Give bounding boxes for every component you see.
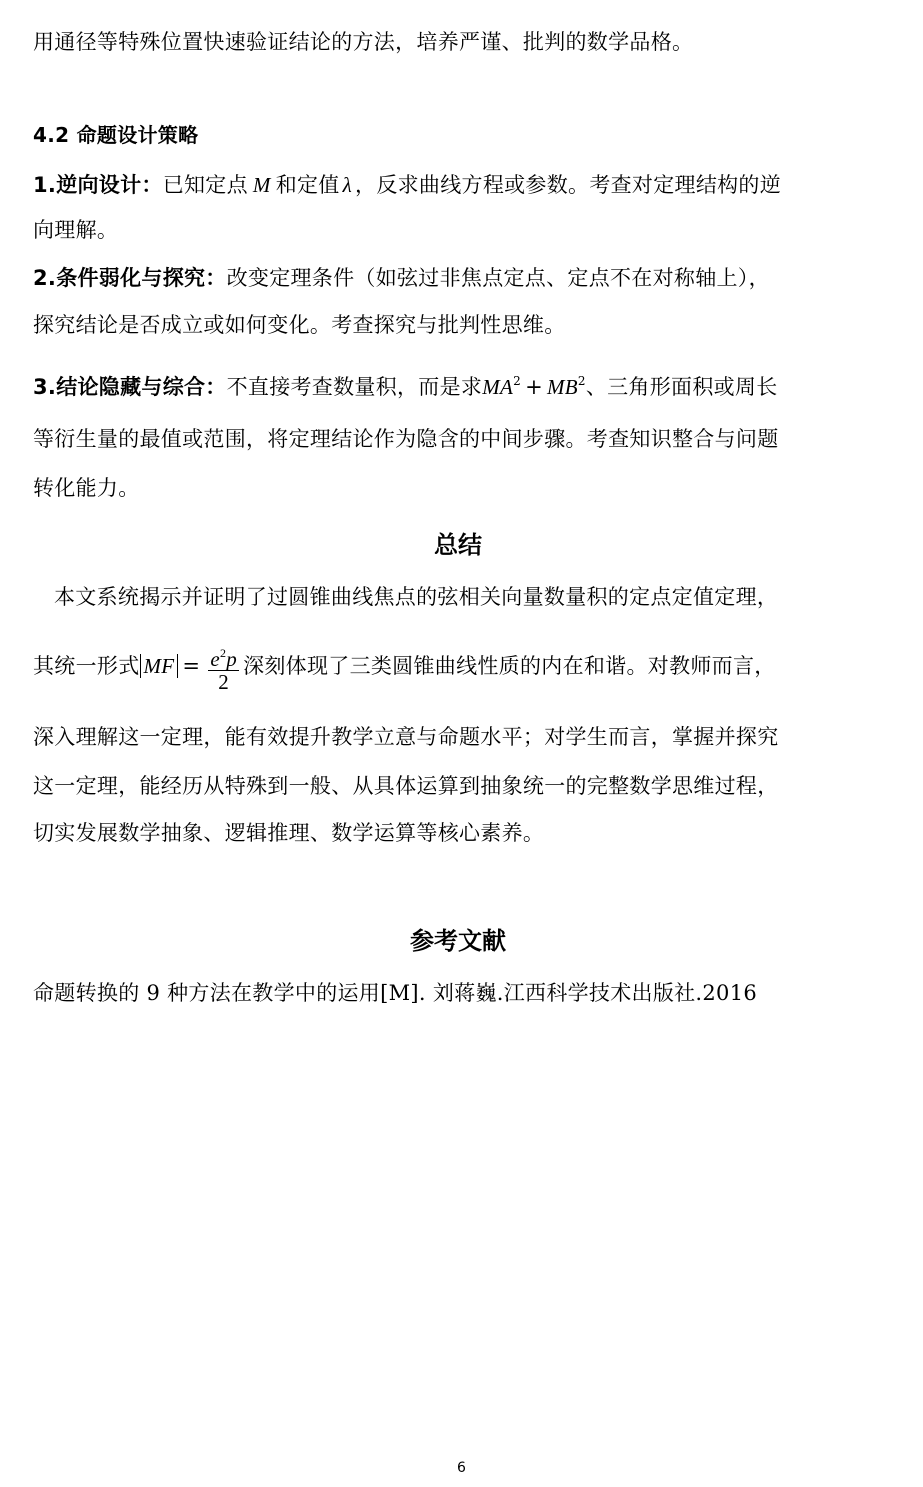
paragraph-line: 本文系统揭示并证明了过圆锥曲线焦点的弦相关向量数量积的定点定值定理， [54,585,779,609]
paragraph-line: 深入理解这一定理，能有效提升教学立意与命题水平；对学生而言，掌握并探究 [33,725,779,749]
formula-line [33,636,776,696]
paragraph-line: 用通径等特殊位置快速验证结论的方法，培养严谨、批判的数学品格。 [33,30,694,54]
reference-item: 命题转换的 9 种方法在教学中的运用[M]. 刘蒋巍.江西科学技术出版社.2016 [33,981,758,1005]
strategy-label: 3.结论隐藏与综合： [33,375,227,399]
page-number: 6 [457,1460,466,1476]
text: 、三角形面积或周长 [585,375,778,399]
math-equals: = [182,654,201,678]
math-mb: MB [546,375,578,399]
summary-title: 总结 [434,531,482,559]
math-sup: 2 [577,374,586,388]
text: 其统一形式 [33,654,140,678]
math-plus: + [525,375,543,399]
strategy-label: 2.条件弱化与探究： [33,266,227,290]
text: 改变定理条件（如弦过非焦点定点、定点不在对称轴上）， [226,266,770,290]
paragraph-line: 探究结论是否成立或如何变化。考查探究与批判性思维。 [33,313,566,337]
paragraph-line: 等衍生量的最值或范围，将定理结论作为隐含的中间步骤。考查知识整合与问题 [33,427,779,451]
text: 深刻体现了三类圆锥曲线性质的内在和谐。对教师而言， [243,654,776,678]
strategy-item-3 [33,366,778,402]
paragraph-line: 这一定理，能经历从特殊到一般、从具体运算到抽象统一的完整数学思维过程， [33,774,779,798]
text: ，反求曲线方程或参数。考查对定理结构的逆 [355,173,782,197]
paragraph-line: 切实发展数学抽象、逻辑推理、数学运算等核心素养。 [33,821,545,845]
math-sup: 2 [513,374,522,388]
math-abs-mf: MF [140,654,179,678]
paragraph-line: 向理解。 [33,218,119,242]
text: 已知定点 [162,173,248,197]
fraction-denominator: 2 [218,670,230,694]
paragraph-line: 转化能力。 [33,476,140,500]
variable-lambda: λ [342,173,353,197]
text: 不直接考查数量积，而是求 [226,375,483,399]
math-ma: MA [482,375,514,399]
strategy-item-2 [33,263,770,293]
variable-m: M [252,173,271,197]
math-fraction [208,642,239,693]
section-heading: 4.2 命题设计策略 [33,123,199,147]
fraction-numerator [208,642,239,671]
references-title: 参考文献 [410,927,506,955]
strategy-item-1 [33,170,781,200]
strategy-label: 1.逆向设计： [33,173,163,197]
text: 和定值 [275,173,340,197]
math-p: p [226,647,238,671]
math-sup: 2 [219,646,227,660]
math-e: e [210,647,220,671]
